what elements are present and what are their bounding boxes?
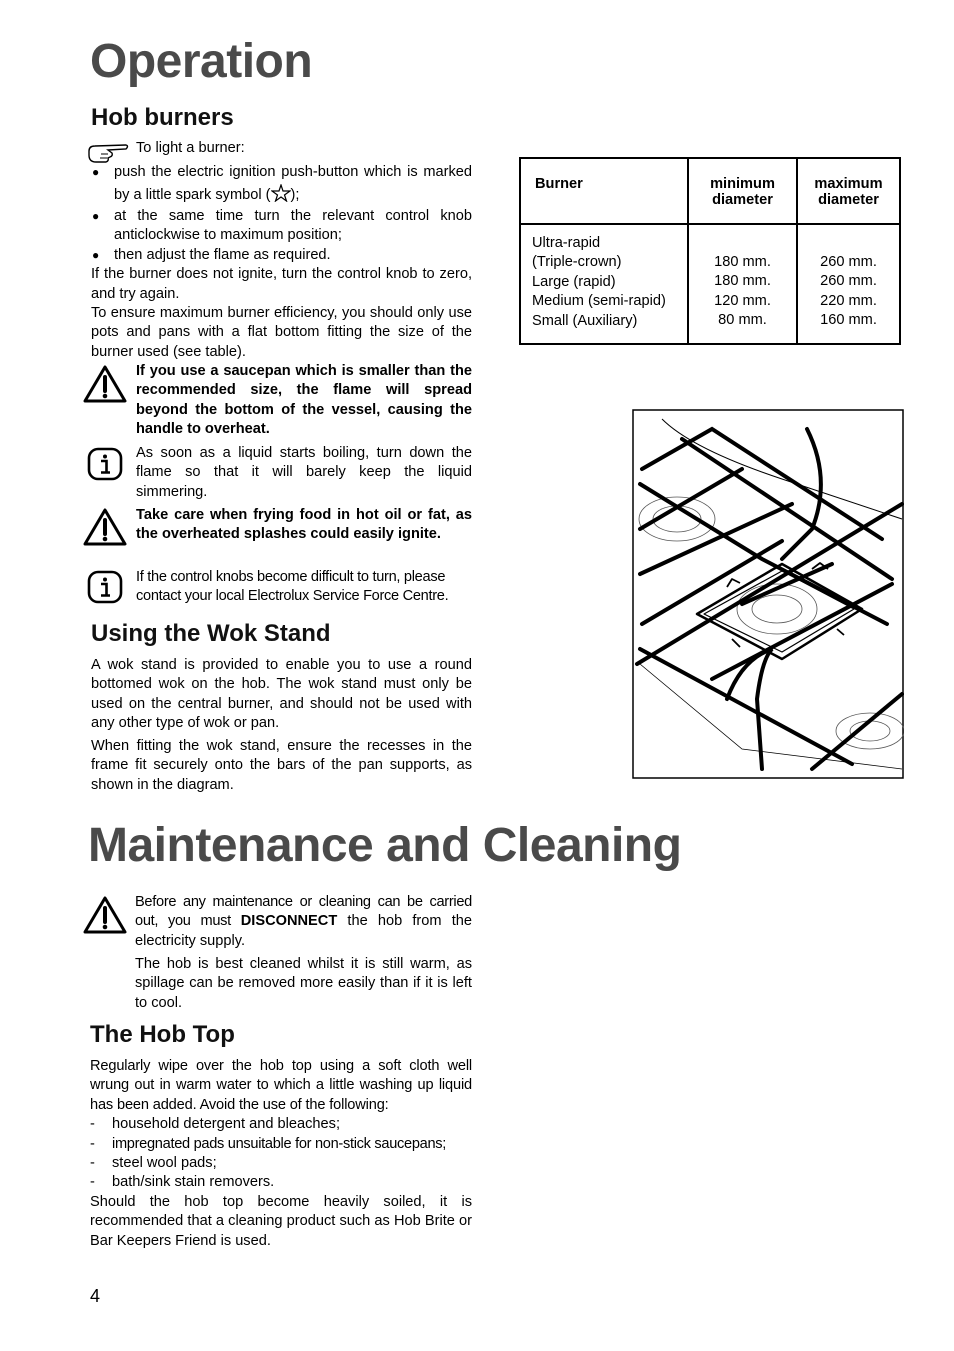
list-item-text: bath/sink stain removers. <box>112 1174 275 1191</box>
table-cell: 160 mm. <box>820 312 877 329</box>
table-cell: Medium (semi-rapid) <box>532 293 666 310</box>
table-cell: (Triple-crown) <box>532 254 622 271</box>
table-cell: Ultra-rapid <box>532 235 601 251</box>
warning-emphasis: DISCONNECT <box>240 913 338 930</box>
table-header <box>688 158 797 224</box>
warning-icon <box>82 507 128 547</box>
wok-para-1: A wok stand is provided to enable you to use a round bottomed wok on the hob. The wok stand must only be used on the central burner, and should not be used with any other type of wok or pan. <box>91 657 472 732</box>
list-item <box>91 163 472 207</box>
table-cell: 180 mm. <box>714 254 771 270</box>
spark-icon <box>271 184 291 202</box>
warning-frying: Take care when frying food in hot oil or fat, as the overheated splashes could easily ignite. <box>136 507 472 543</box>
para-efficiency: To ensure maximum burner efficiency, you should only use pots and pans with a flat bottom fitting the size of the burner used (see table). <box>91 305 472 360</box>
bullet-adjust: then adjust the flame as required. <box>114 246 331 263</box>
para-clean-warm: The hob is best cleaned whilst it is still warm, as spillage can be removed more easily than if it is left to cool. <box>135 956 472 1011</box>
ignition-bullets <box>91 163 472 362</box>
warning-icon <box>82 364 128 404</box>
list-item <box>90 1173 472 1192</box>
info-boiling: As soon as a liquid starts boiling, turn down the flame so that it will barely keep the liquid simmering. <box>136 445 472 500</box>
table-cell-maximum <box>797 224 900 344</box>
dash-icon: - <box>90 1135 95 1152</box>
list-item <box>90 1135 472 1154</box>
list-item <box>90 1115 472 1134</box>
para-no-ignite: If the burner does not ignite, turn the control knob to zero, and try again. <box>91 266 472 302</box>
list-item <box>91 207 472 246</box>
heading-hob-top: The Hob Top <box>90 1021 235 1048</box>
list-item-text: steel wool pads; <box>112 1155 217 1172</box>
heading-wok-stand: Using the Wok Stand <box>91 620 331 647</box>
bullet-icon: ● <box>92 209 100 223</box>
bullet-push: push the electric ignition push-button which is marked by a little spark symbol ( <box>114 164 472 203</box>
hob-top-section <box>90 1057 472 1251</box>
warning-disconnect <box>135 893 472 951</box>
page-title-maintenance: Maintenance and Cleaning <box>88 819 682 872</box>
table-header-text: minimum diameter <box>710 176 775 208</box>
table-row <box>520 224 900 344</box>
warning-text: Before any maintenance or cleaning can be carried out, you must <box>135 894 472 930</box>
hob-intro: To light a burner: <box>136 140 245 156</box>
table-cell: 120 mm. <box>714 292 771 309</box>
heading-hob-burners: Hob burners <box>91 104 234 131</box>
list-item <box>90 1154 472 1173</box>
bullet-icon: ● <box>92 165 100 179</box>
page-title-operation: Operation <box>90 35 313 88</box>
bullet-turn: at the same time turn the relevant control knob anticlockwise to maximum position; <box>114 208 472 244</box>
info-icon <box>87 447 123 481</box>
dash-icon: - <box>90 1116 95 1133</box>
wok-para-2: When fitting the wok stand, ensure the recesses in the frame fit securely onto the bars of the pan supports, as shown in the diagram. <box>91 738 472 793</box>
hob-top-outro: Should the hob top become heavily soiled, it is recommended that a cleaning product such as Hob Brite or Bar Keepers Friend is used. <box>90 1193 472 1249</box>
list-item <box>91 246 472 265</box>
table-cell: 260 mm. <box>820 273 877 290</box>
warning-saucepan: If you use a saucepan which is smaller than the recommended size, the flame will spread beyond the bottom of the vessel, causing the handle to overheat. <box>136 363 472 438</box>
warning-icon <box>82 895 128 935</box>
warning-text-end: the hob from the electricity supply. <box>135 913 472 949</box>
table-header-row <box>520 158 900 224</box>
table-header <box>797 158 900 224</box>
table-cell: Small (Auxiliary) <box>532 312 638 329</box>
table-cell: 220 mm. <box>820 292 877 309</box>
list-item-text: impregnated pads unsuitable for non-stick saucepans; <box>112 1135 447 1152</box>
page-number: 4 <box>90 1286 101 1306</box>
burner-table <box>519 157 901 345</box>
table-cell: 260 mm. <box>820 254 877 270</box>
table-header: Burner <box>520 158 688 224</box>
table-cell-burners <box>520 224 688 344</box>
bullet-icon: ● <box>92 247 100 262</box>
list-item-text: household detergent and bleaches; <box>112 1116 341 1133</box>
table-cell: 180 mm. <box>714 273 771 290</box>
table-header-text: maximum diameter <box>814 176 883 208</box>
dash-icon: - <box>90 1155 95 1172</box>
bullet-push-end: ); <box>290 187 300 203</box>
wok-stand-diagram <box>632 409 904 779</box>
dash-icon: - <box>90 1174 95 1191</box>
table-cell: Large (rapid) <box>532 273 616 290</box>
info-icon <box>87 570 123 604</box>
table-cell: 80 mm. <box>718 312 767 329</box>
table-cell-minimum <box>688 224 797 344</box>
info-knobs: If the control knobs become difficult to turn, please contact your local Electrolux Service Force Centre. <box>136 569 449 605</box>
hob-top-intro: Regularly wipe over the hob top using a soft cloth well wrung out in warm water to which a little washing up liquid has been added. Avoid the use of the following: <box>90 1058 472 1113</box>
